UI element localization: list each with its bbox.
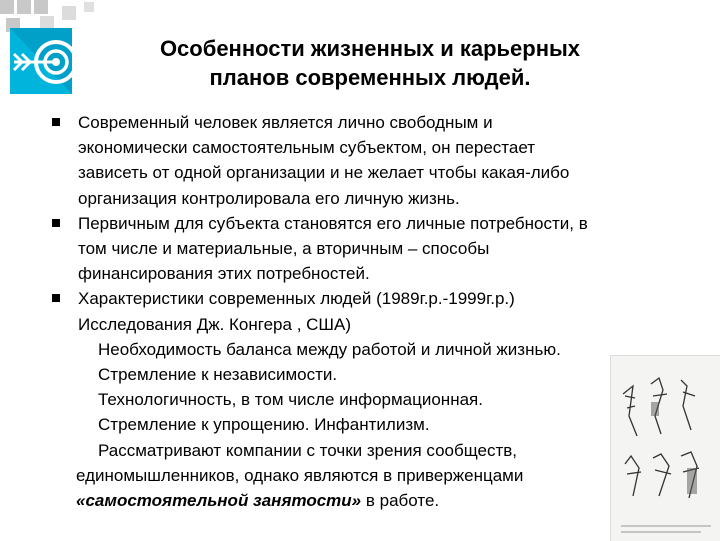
bullet-item-3 (48, 286, 678, 336)
target-icon (0, 10, 82, 102)
bullet-square-icon (52, 219, 60, 227)
characteristic-1: Необходимость баланса между работой и личной жизнью. (98, 339, 561, 359)
bullet-2-line-2: том числе и материальные, а вторичным – способы (78, 239, 490, 259)
bullet-1-line-1: Современный человек является лично свободным и (78, 113, 493, 132)
bullet-3-line-2: Исследования Дж. Конгера , США) (78, 314, 351, 334)
closing-emphasis: «самостоятельной занятости» (76, 491, 362, 511)
closing-line-3 (48, 488, 678, 513)
closing-line-1: Рассматривают компании с точки зрения сообществ, (98, 440, 518, 460)
bullet-2-line-3: финансирования этих потребностей. (78, 264, 370, 284)
bullet-square-icon (52, 294, 60, 302)
characteristic-4: Стремление к упрощению. Инфантилизм. (98, 415, 430, 435)
bullet-item-2 (48, 211, 678, 287)
bullet-1-line-3: зависеть от одной организации и не желает чтобы какая-либо (78, 163, 570, 183)
characteristic-2: Стремление к независимости. (98, 365, 338, 385)
bullet-2-line-1: Первичным для субъекта становятся его личные потребности, в (78, 213, 588, 233)
bullet-1-line-2: экономически самостоятельным субъектом, он перестает (78, 138, 535, 158)
slide-content (48, 110, 678, 513)
closing-line-2: единомышленников, однако являются в приверженцами (76, 465, 524, 485)
page-title (96, 34, 644, 92)
bullet-3-line-1: Характеристики современных людей (1989г.р.-1999г.р.) (78, 289, 515, 309)
bullet-item-1 (48, 110, 678, 211)
bullet-square-icon (52, 118, 60, 126)
bullet-1-line-4: организация контролировала его личную жизнь. (78, 188, 460, 208)
sketch-illustration (610, 355, 720, 541)
title-line-2: планов современных людей. (209, 65, 531, 90)
characteristic-3: Технологичность, в том числе информационная. (98, 390, 483, 410)
title-line-1: Особенности жизненных и карьерных (159, 36, 581, 61)
closing-tail: в работе. (361, 491, 440, 511)
